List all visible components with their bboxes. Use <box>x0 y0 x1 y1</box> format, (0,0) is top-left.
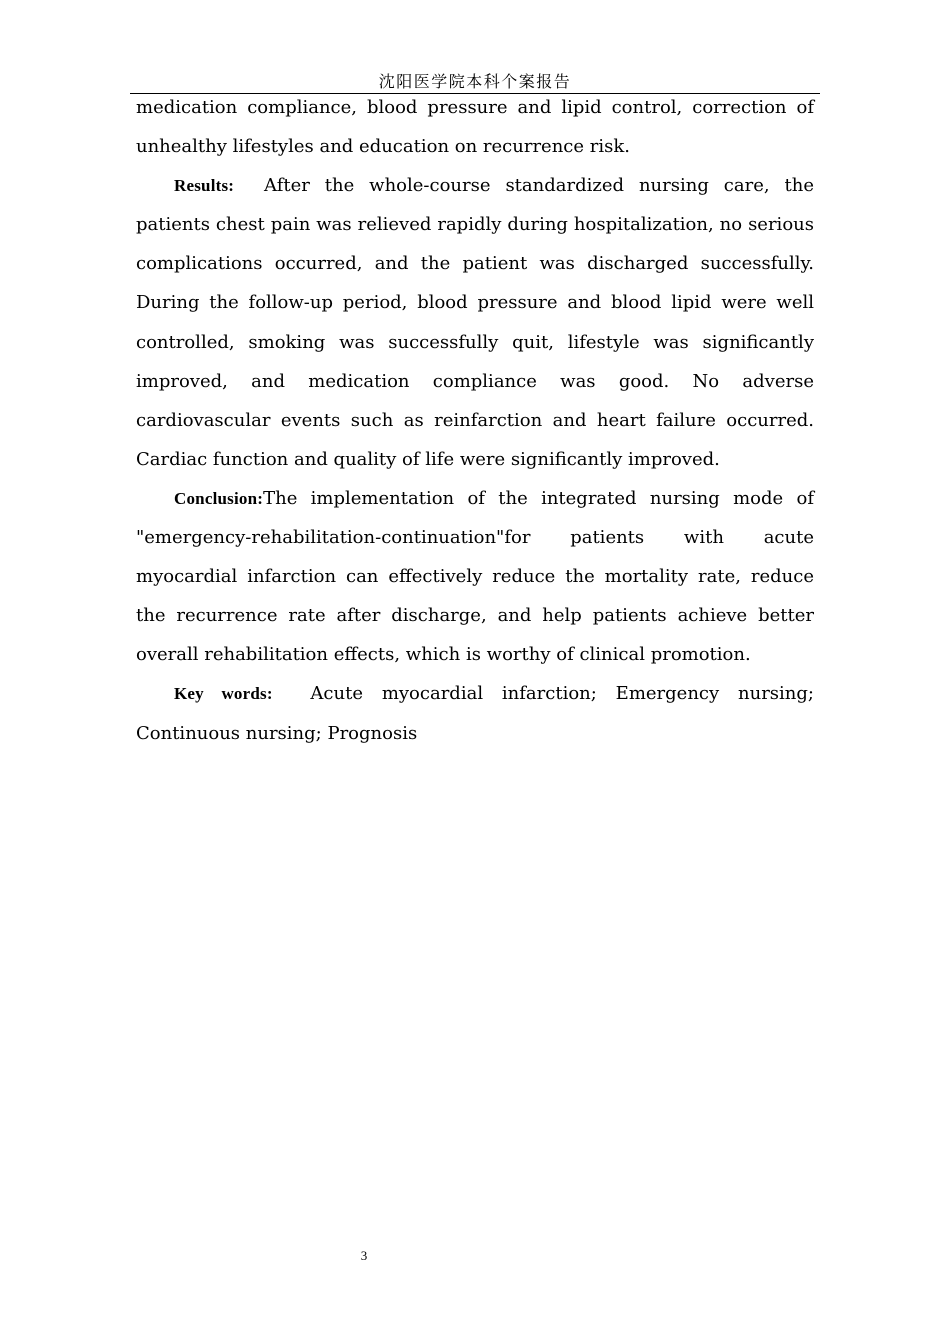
running-header-title: 沈阳医学院本科个案报告 <box>378 72 572 91</box>
page-number: 3 <box>360 1248 368 1263</box>
keywords-label: Key words: <box>174 684 273 704</box>
continuation-paragraph: medication compliance, blood pressure and lipid control, correction of unhealthy lifestyles and education on recurrence risk. <box>136 97 814 158</box>
abstract-body <box>136 88 814 753</box>
results-text: After the whole-course standardized nursing care, the patients chest pain was relieved rapidly during hospitalization, no serious complications occurred, and the patient was discharged successfully. During the follow-up period, blood pressure and blood lipid were well controlled, smoking was successfully quit, lifestyle was significantly improved, and medication compliance was good. No adverse cardiovascular events such as reinfarction and heart failure occurred. Cardiac function and quality of life were significantly improved. <box>136 175 814 470</box>
results-paragraph <box>136 166 814 479</box>
results-label: Results: <box>174 176 235 196</box>
conclusion-paragraph <box>136 479 814 674</box>
conclusion-text: The implementation of the integrated nursing mode of "emergency-rehabilitation-continuation"for patients with acute myocardial infarction can effectively reduce the mortality rate, reduce the recurrence rate after discharge, and help patients achieve better overall rehabilitation effects, which is worthy of clinical promotion. <box>136 487 814 666</box>
keywords-paragraph <box>136 674 814 752</box>
conclusion-label: Conclusion: <box>174 488 264 508</box>
keywords-text: Acute myocardial infarction; Emergency nursing; Continuous nursing; Prognosis <box>136 683 814 744</box>
